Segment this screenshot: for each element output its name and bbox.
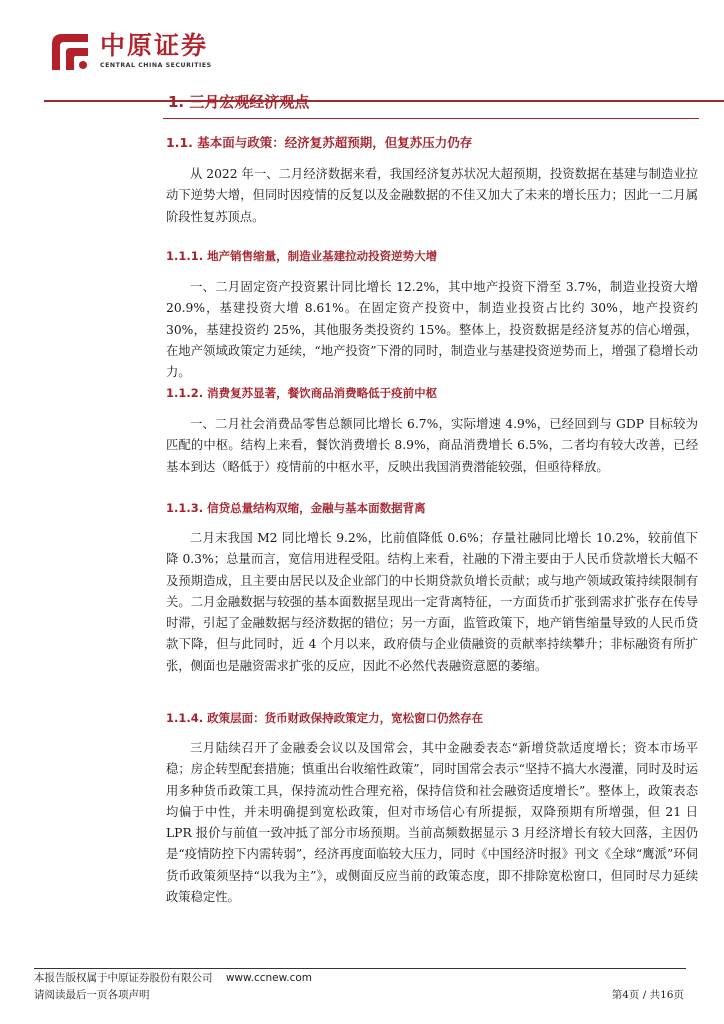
- heading-1-1-1: 1.1.1. 地产销售缩量，制造业基建拉动投资逆势大增: [166, 249, 438, 263]
- paragraph-1-1-1: 一、二月固定资产投资累计同比增长 12.2%，其中地产投资下滑至 3.7%，制造业投资大增 20.9%，基建投资大增 8.61%。在固定资产投资中，制造业投资占比约 30%，地产投资约 30%，基建投资约 25%，其他服务类投资约 15%。整体上，投资数据是经济复苏的信心增强，在地产领域政策定力延续，“地产投资”下滑的同时，制造业与基建投资逆势而上，增强了稳增长动力。: [166, 280, 698, 380]
- company-logo-icon: [48, 30, 92, 72]
- heading-1-1-4: 1.1.4. 政策层面：货币财政保持政策定力，宽松窗口仍然存在: [166, 711, 484, 725]
- paragraph-1-1-4: 三月陆续召开了金融委会议以及国常会，其中金融委表态“新增贷款适度增长；资本市场平稳；房企转型配套措施；慎重出台收缩性政策”，同时国常会表示“坚持不搞大水漫灌，同时及时运用多种货币政策工具，保持流动性合理充裕，保持信贷和社会融资适度增长”。整体上，政策表态均偏于中性，并未明确提到宽松政策，但对市场信心有所提振，双降预期有所增强，但 21 日 LPR 报价与前值一致冲抵了部分市场预期。当前高频数据显示 3 月经济增长有较大回落，主因仍是“疫情防控下内需转弱”，经济再度面临较大压力，同时《中国经济时报》刊文《全球“鹰派”环伺 货币政策须坚持“以我为主”》，或侧面反应当前的政策态度，即不排除宽松窗口，但同时尽力延续政策稳定性。: [166, 741, 698, 905]
- paragraph-1-1-3: 二月末我国 M2 同比增长 9.2%，比前值降低 0.6%；存量社融同比增长 10.2%，较前值下降 0.3%；总量而言，宽信用进程受阻。结构上来看，社融的下滑主要由于人民币贷款增长大幅不及预期造成，且主要由居民以及企业部门的中长期贷款负增长贡献；或与地产领域政策持续限制有关。二月金融数据与较强的基本面数据呈现出一定背离特征，一方面货币扩张到需求扩张存在传导时滞，引起了金融数据与经济数据的错位；另一方面，监管政策下，地产销售缩量导致的人民币贷款下降，但与此同时，近 4 个月以来，政府债与企业债融资的贡献率持续攀升；非标融资有所扩张，侧面也是融资需求扩张的反应，因此不必然代表融资意愿的萎缩。: [166, 531, 698, 673]
- company-logo-text: 中原证券: [100, 31, 209, 60]
- section-title-divider: [163, 118, 699, 119]
- page-number: 第4页 / 共16页: [611, 989, 684, 1001]
- intro-paragraph: 从 2022 年一、二月经济数据来看，我国经济复苏状况大超预期，投资数据在基建与制造业拉动下逆势大增，但同时因疫情的反复以及金融数据的不佳又加大了未来的增长压力；因此一二月属阶段性复苏顶点。: [166, 167, 698, 224]
- company-logo-english: CENTRAL CHINA SECURITIES: [100, 62, 212, 69]
- heading-1-1-3: 1.1.3. 信贷总量结构双缩，金融与基本面数据背离: [166, 501, 426, 515]
- header-divider: [44, 100, 724, 102]
- footer-disclaimer-note: 请阅读最后一页各项声明: [34, 989, 150, 1001]
- page-header: [44, 28, 684, 76]
- section-title: 1. 三月宏观经济观点: [168, 93, 310, 111]
- footer-website-link[interactable]: www.ccnew.com: [225, 972, 313, 984]
- heading-1-1-2: 1.1.2. 消费复苏显著，餐饮商品消费略低于疫前中枢: [166, 386, 438, 400]
- subsection-title-1-1: 1.1. 基本面与政策：经济复苏超预期，但复苏压力仍存: [166, 135, 473, 150]
- footer-left: [34, 970, 312, 1004]
- paragraph-1-1-2: 一、二月社会消费品零售总额同比增长 6.7%，实际增速 4.9%，已经回到与 GDP 目标较为匹配的中枢。结构上来看，餐饮消费增长 8.9%，商品消费增长 6.5%，二者均有较大改善，已经基本到达（略低于）疫情前的中枢水平，反映出我国消费潜能较强，但亟待释放。: [166, 417, 698, 474]
- footer-copyright: 本报告版权属于中原证券股份有限公司: [34, 972, 213, 984]
- footer-divider: [34, 968, 686, 969]
